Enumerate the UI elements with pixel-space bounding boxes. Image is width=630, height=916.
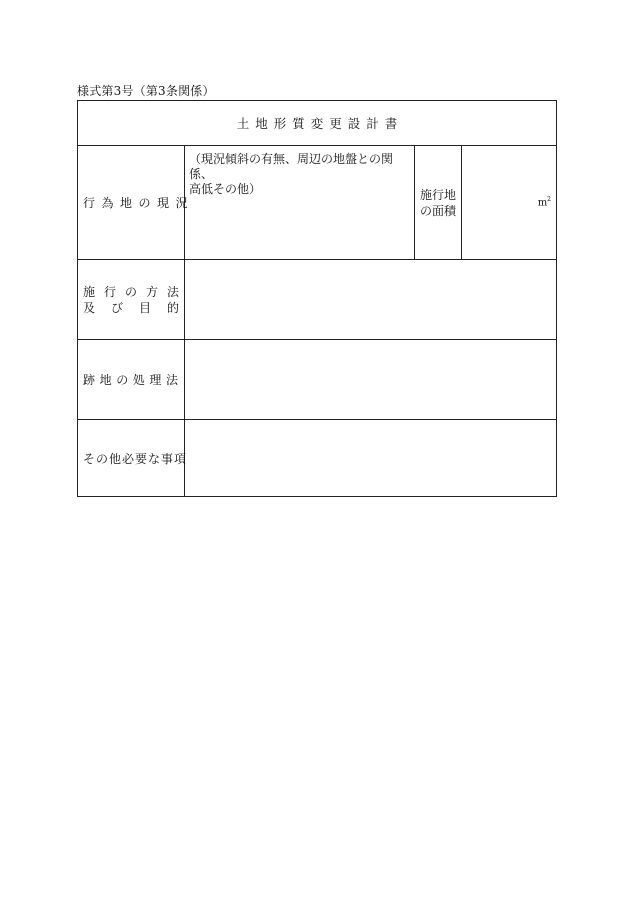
- method-purpose-label-cell: [78, 260, 185, 339]
- site-condition-hint-line-2: 高低その他）: [189, 182, 262, 196]
- site-condition-row: [78, 146, 556, 260]
- construction-area-label-cell: [415, 146, 462, 259]
- site-condition-label: 行為地の現況: [83, 196, 195, 210]
- area-unit: $m^2$: [537, 196, 551, 209]
- construction-area-input-area[interactable]: [462, 146, 556, 259]
- site-disposal-label-cell: [78, 340, 185, 419]
- site-condition-hint-line-1: （現況傾斜の有無、周辺の地盤との関係、: [189, 152, 394, 181]
- form-title: 土地形質変更設計書: [236, 116, 404, 131]
- site-condition-input-area[interactable]: [185, 146, 415, 259]
- other-matters-input-area[interactable]: [185, 420, 556, 496]
- site-condition-label-cell: [78, 146, 195, 259]
- method-purpose-row: [78, 260, 556, 340]
- other-matters-label-cell: [78, 420, 188, 496]
- form-number: 様式第3号（第3条関係）: [77, 84, 215, 98]
- other-matters-label: その他必要な事項: [83, 451, 188, 466]
- design-form-table: [77, 100, 557, 497]
- method-purpose-input-area[interactable]: [185, 260, 556, 339]
- title-row: [78, 101, 556, 146]
- site-disposal-input-area[interactable]: [185, 340, 556, 419]
- method-purpose-label: 施 行 の 方 法 及 び 目 的: [83, 284, 179, 315]
- construction-area-label-line-2: の面積: [419, 203, 456, 218]
- construction-area-label-line-1: 施行地: [419, 187, 456, 202]
- other-matters-row: [78, 420, 556, 496]
- site-disposal-label: 跡地の処理法: [83, 373, 183, 387]
- site-disposal-row: [78, 340, 556, 420]
